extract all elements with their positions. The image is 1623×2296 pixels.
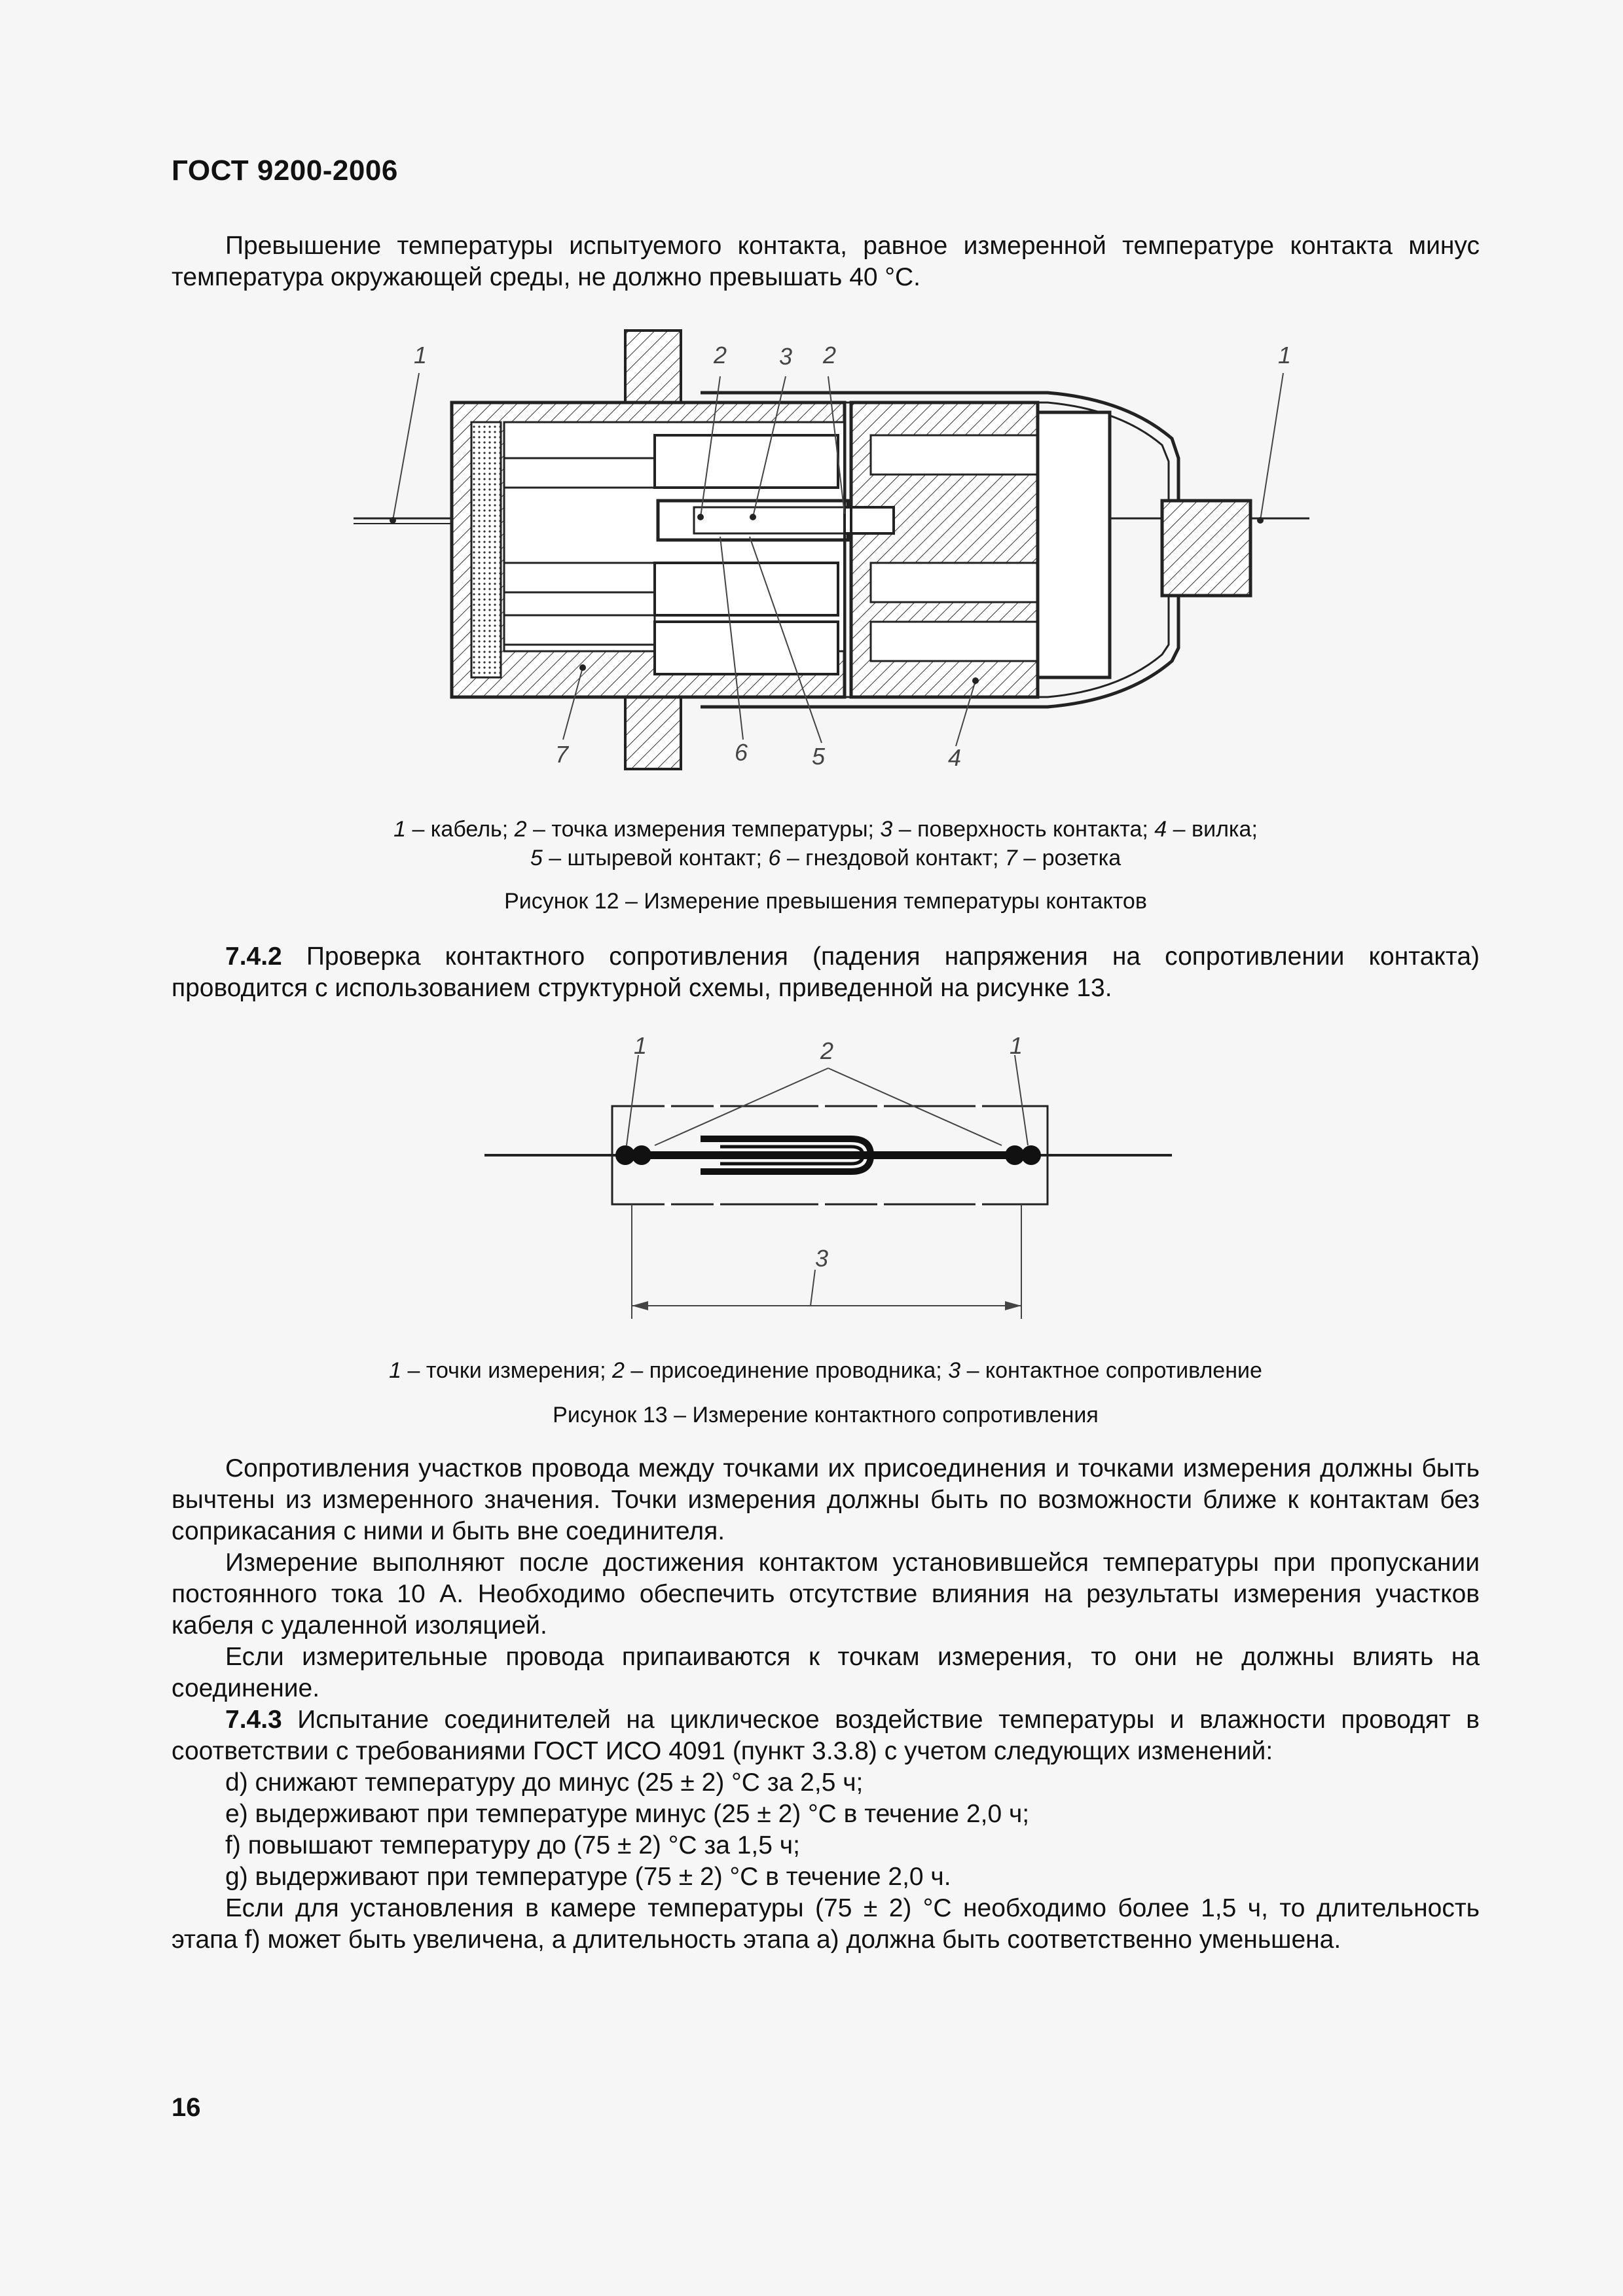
list-item-f: f) повышают температуру до (75 ± 2) °С за 1,5 ч;	[225, 1831, 800, 1859]
fig13-label-1b: 1	[1010, 1032, 1023, 1059]
figure-12-drawing	[347, 327, 1316, 785]
page-number: 16	[172, 2093, 201, 2122]
figure-12-legend-line-1: 1 – кабель; 2 – точка измерения температуры; 3 – поверхность контакта; 4 – вилка;	[393, 817, 1258, 842]
body-paragraph-2: Измерение выполняют после достижения контактом установившейся температуры при пропускании постоянного тока 10 А. Необходимо обеспечить отсутствие влияния на результаты измерения участков кабеля с удаленной изоляцией.	[172, 1549, 1480, 1640]
measure-point-right-b	[1021, 1145, 1041, 1165]
fig12-label-1b: 1	[1278, 342, 1292, 368]
fig12-label-2b: 2	[823, 342, 837, 368]
list-item-e: е) выдерживают при температуре минус (25 ± 2) °С в течение 2,0 ч;	[225, 1800, 1030, 1828]
fig12-label-2a: 2	[714, 342, 727, 368]
body-paragraph-3: Если измерительные провода припаиваются к точкам измерения, то они не должны влиять на соединение.	[172, 1643, 1480, 1702]
figure-13-legend: 1 – точки измерения; 2 – присоединение проводника; 3 – контактное сопротивление	[389, 1358, 1262, 1383]
intro-paragraph: Превышение температуры испытуемого контакта, равное измеренной температуре контакта минус температура окружающей среды, не должно превышать 40 °С.	[172, 232, 1480, 291]
fig12-label-1a: 1	[414, 342, 428, 368]
fig13-label-3: 3	[815, 1245, 829, 1272]
list-item-d: d) снижают температуру до минус (25 ± 2) °С за 2,5 ч;	[225, 1768, 864, 1797]
flange-top	[625, 331, 681, 409]
fig12-label-3: 3	[779, 343, 793, 370]
list-item-g: g) выдерживают при температуре (75 ± 2) °С в течение 2,0 ч.	[225, 1863, 951, 1891]
fig12-label-7: 7	[555, 741, 569, 768]
body-paragraph-1: Сопротивления участков провода между точками их присоединения и точками измерения должны быть вычтены из измеренного значения. Точки измерения должны быть по возможности ближе к контактам без соприкасания с ними и быть вне соединителя.	[172, 1454, 1480, 1545]
cable-clamp	[1162, 501, 1250, 596]
flange-bottom	[625, 691, 681, 769]
measure-point-left-b	[632, 1145, 651, 1165]
section-7-4-2: 7.4.2 Проверка контактного сопротивления (падения напряжения на сопротивлении контакта) проводится с использованием структурной схемы, приведенной на рисунке 13.	[172, 942, 1480, 1002]
figure-13-caption: Рисунок 13 – Измерение контактного сопротивления	[553, 1403, 1099, 1427]
section-7-4-3: 7.4.3 Испытание соединителей на циклическое воздействие температуры и влажности проводят в соответствии с требованиями ГОСТ ИСО 4091 (пункт 3.3.8) с учетом следующих изменений:	[172, 1706, 1480, 1765]
fig12-label-4: 4	[948, 744, 962, 771]
figure-12-caption: Рисунок 12 – Измерение превышения температуры контактов	[504, 889, 1147, 914]
fig12-label-5: 5	[812, 743, 826, 770]
section-7-4-3-closing: Если для установления в камере температуры (75 ± 2) °С необходимо более 1,5 ч, то длительность этапа f) может быть увеличена, а длительность этапа а) должна быть соответственно уменьшена.	[172, 1894, 1480, 1954]
fig13-label-1a: 1	[634, 1032, 647, 1059]
fig12-label-6: 6	[735, 739, 748, 766]
fig13-label-2: 2	[820, 1037, 834, 1064]
figure-13-drawing	[478, 1028, 1185, 1335]
figure-12-legend-line-2: 5 – штыревой контакт; 6 – гнездовой контакт; 7 – розетка	[530, 846, 1122, 870]
document-header: ГОСТ 9200-2006	[172, 154, 398, 187]
